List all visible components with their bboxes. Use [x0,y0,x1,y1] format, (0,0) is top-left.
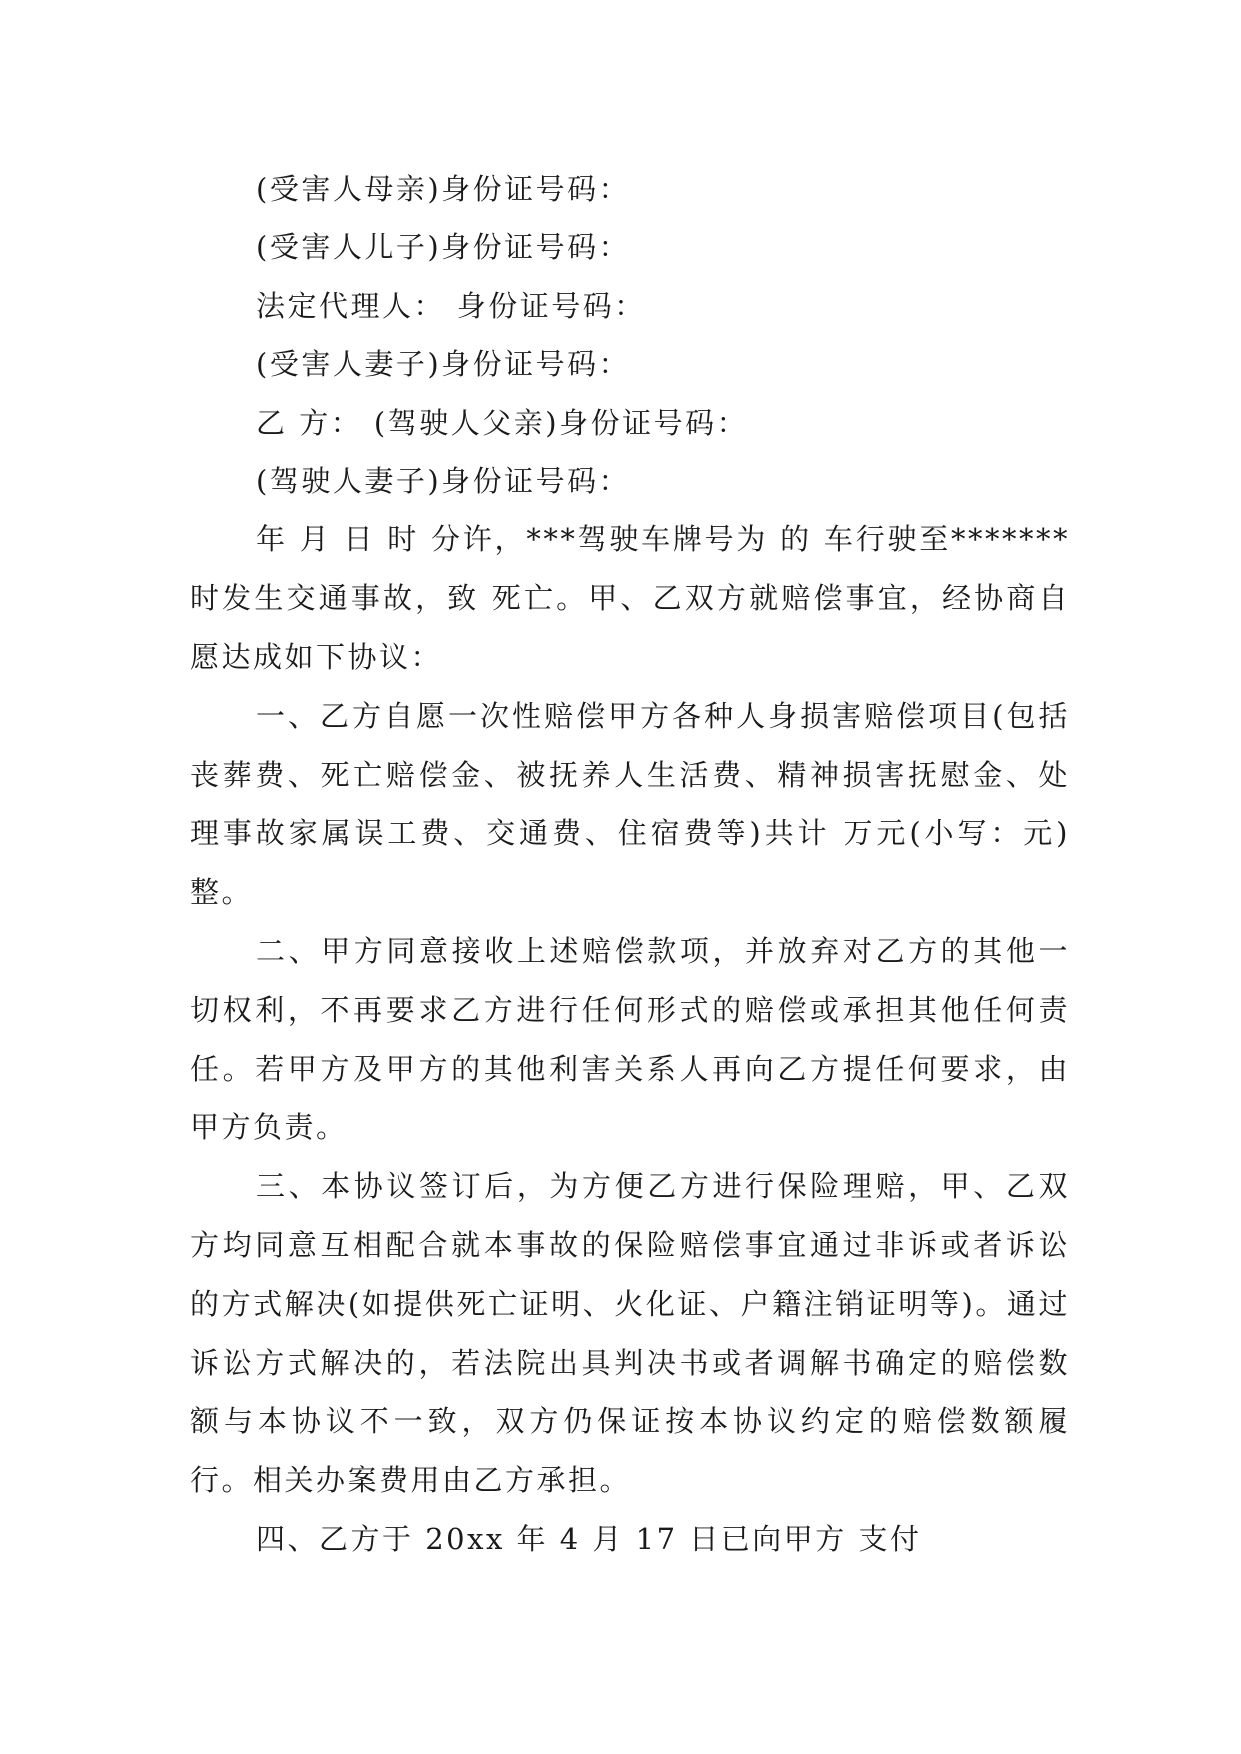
clause-three-paragraph: 三、本协议签订后，为方便乙方进行保险理赔，甲、乙双方均同意互相配合就本事故的保险赔偿事宜通过非诉或者诉讼的方式解决(如提供死亡证明、火化证、户籍注销证明等)。通过诉讼方式解决的，若法院出具判决书或者调解书确定的赔偿数额与本协议不一致，双方仍保证按本协议约定的赔偿数额履行。相关办案费用由乙方承担。 [190,1169,1070,1498]
legal-agent-id-line: 法定代理人： 身份证号码： [256,288,646,323]
victim-son-id-line: (受害人儿子)身份证号码： [256,230,631,265]
victim-wife-id-line: (受害人妻子)身份证号码： [256,347,631,382]
clause-two-paragraph: 二、甲方同意接收上述赔偿款项，并放弃对乙方的其他一切权利，不再要求乙方进行任何形式的赔偿或承担其他任何责任。若甲方及甲方的其他利害关系人再向乙方提任何要求，由甲方负责。 [190,933,1070,1145]
accident-description-paragraph: 年 月 日 时 分许，***驾驶车牌号为 的 车行驶至*******时发生交通事故，致 死亡。甲、乙双方就赔偿事宜，经协商自愿达成如下协议： [190,522,1070,674]
clause-four-paragraph: 四、乙方于 20xx 年 4 月 17 日已向甲方 支付 [256,1521,922,1556]
party-b-driver-father-id-line: 乙 方： (驾驶人父亲)身份证号码： [256,405,749,440]
document-body [190,160,1070,1569]
clause-one-paragraph: 一、乙方自愿一次性赔偿甲方各种人身损害赔偿项目(包括丧葬费、死亡赔偿金、被抚养人生活费、精神损害抚慰金、处理事故家属误工费、交通费、住宿费等)共计 万元(小写：元)整。 [190,698,1070,910]
victim-mother-id-line: (受害人母亲)身份证号码： [256,172,631,206]
driver-wife-id-line: (驾驶人妻子)身份证号码： [256,463,631,498]
